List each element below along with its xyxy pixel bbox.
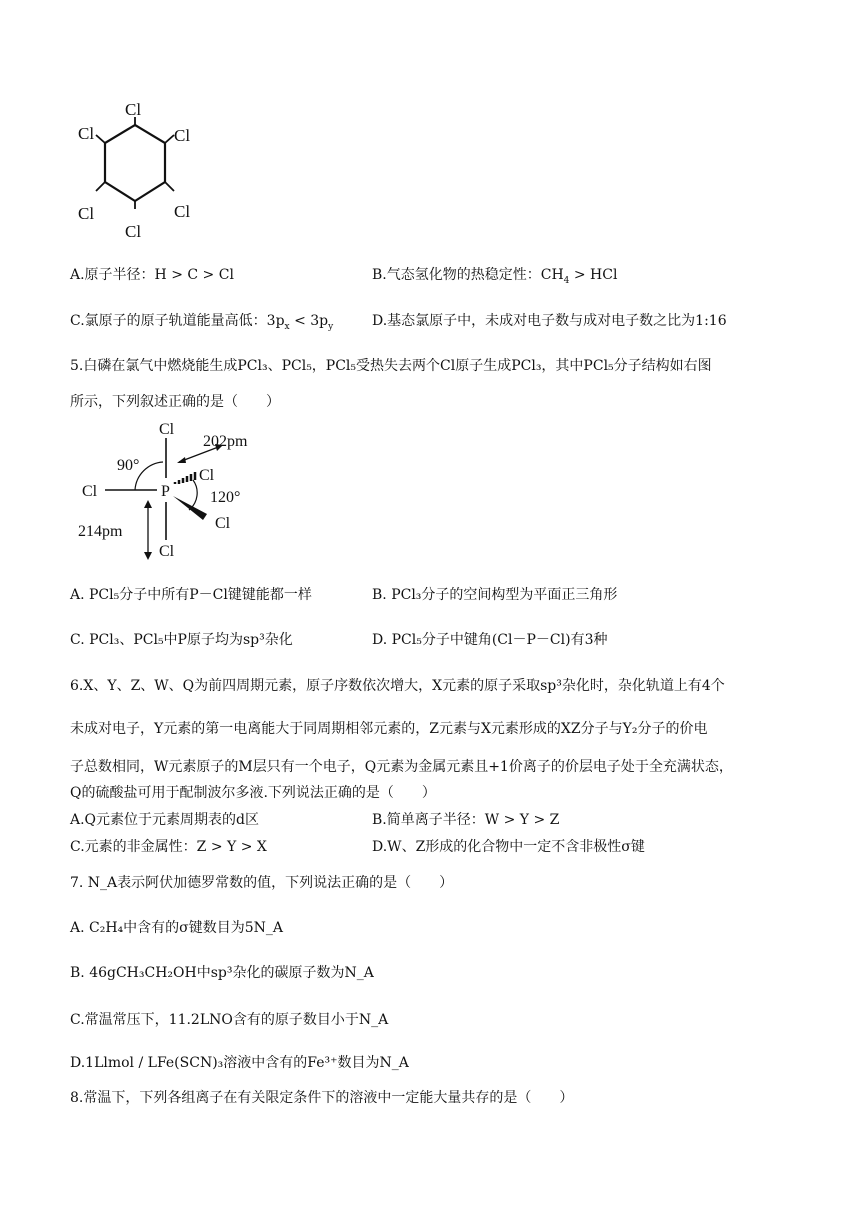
cl-label: Cl: [78, 204, 95, 223]
q5-stem-line2: 所示，下列叙述正确的是（ ）: [70, 394, 280, 410]
q4-option-b-post: > HCl: [569, 267, 618, 283]
q7-option-b: B. 46gCH₃CH₂OH中sp³杂化的碳原子数为N_A: [70, 965, 374, 981]
cl-dashed-label: Cl: [199, 467, 215, 484]
cl-wedge-label: Cl: [215, 515, 231, 532]
q4-option-c-p1: 3p: [266, 313, 285, 329]
q4-option-a: A.原子半径：H > C > Cl: [70, 267, 234, 283]
q8-stem: 8.常温下，下列各组离子在有关限定条件下的溶液中一定能大量共存的是（ ）: [70, 1090, 574, 1106]
q6-option-c: C.元素的非金属性：Z > Y > X: [70, 839, 267, 855]
q7-option-a: A. C₂H₄中含有的σ键数目为5N_A: [70, 920, 283, 936]
q5-stem-line1: 5.白磷在氯气中燃烧能生成PCl₃、PCl₅，PCl₅受热失去两个Cl原子生成PCl₃，其中PCl₅分子结构如右图: [70, 358, 712, 374]
q4-option-c-lt: <: [289, 313, 311, 329]
q4-option-b: [372, 265, 617, 285]
hexachlorocyclohexane-figure: [70, 95, 220, 245]
q5-option-c: C. PCl₃、PCl₅中P原子均为sp³杂化: [70, 632, 293, 648]
cl-label: Cl: [125, 100, 142, 119]
q6-option-a: A.Q元素位于元素周期表的d区: [70, 812, 259, 828]
q6-option-b: B.简单离子半径：W > Y > Z: [372, 812, 560, 828]
q5-option-b: B. PCl₃分子的空间构型为平面正三角形: [372, 587, 618, 603]
q6-option-d: D.W、Z形成的化合物中一定不含非极性σ键: [372, 839, 645, 855]
q4-option-c: [70, 311, 333, 331]
q4-option-d: D.基态氯原子中，未成对电子数与成对电子数之比为1:16: [372, 313, 727, 329]
cl-label: Cl: [174, 202, 191, 221]
p-atom-label: P: [161, 483, 170, 500]
bond-length-214-label: 214pm: [78, 523, 123, 540]
q6-stem-line2: 未成对电子，Y元素的第一电离能大于同周期相邻元素的，Z元素与X元素形成的XZ分子与Y₂分子的价电: [70, 721, 708, 737]
q6-stem-line1: 6.X、Y、Z、W、Q为前四周期元素，原子序数依次增大，X元素的原子采取sp³杂化时，杂化轨道上有4个: [70, 678, 725, 694]
q5-option-d: D. PCl₅分子中键角(Cl－P－Cl)有3种: [372, 632, 608, 648]
cl-label: Cl: [174, 126, 191, 145]
pcl5-structure-figure: [75, 418, 275, 568]
q4-option-b-formula: CH: [540, 267, 564, 283]
angle-90-label: 90°: [117, 457, 140, 474]
q4-option-b-text: B.气态氢化物的热稳定性：: [372, 267, 541, 283]
cl-top-label: Cl: [159, 421, 175, 438]
q4-option-c-s2: y: [328, 321, 334, 332]
q6-stem-line3: 子总数相同，W元素原子的M层只有一个电子，Q元素为金属元素且+1价离子的价层电子处于全充满状态，: [70, 759, 733, 775]
cl-label: Cl: [78, 124, 95, 143]
q6-stem-line4: Q的硫酸盐可用于配制波尔多液.下列说法正确的是（ ）: [70, 785, 436, 801]
q5-option-a: A. PCl₅分子中所有P－Cl键键能都一样: [70, 587, 312, 603]
bond-length-202-label: 202pm: [203, 433, 248, 450]
q4-option-b-sub: 4: [563, 275, 570, 286]
q4-option-c-text: C.氯原子的原子轨道能量高低：: [70, 313, 267, 329]
cl-left-label: Cl: [82, 483, 98, 500]
q7-stem: 7. N_A表示阿伏加德罗常数的值，下列说法正确的是（ ）: [70, 875, 454, 891]
cl-bottom-label: Cl: [159, 543, 175, 560]
q7-option-c: C.常温常压下，11.2LNO含有的原子数目小于N_A: [70, 1012, 389, 1028]
q4-option-c-p2: 3p: [310, 313, 329, 329]
q4-option-c-s1: x: [284, 321, 290, 332]
cl-label: Cl: [125, 222, 142, 241]
q7-option-d: D.1Llmol / LFe(SCN)₃溶液中含有的Fe³⁺数目为N_A: [70, 1055, 409, 1071]
angle-120-label: 120°: [210, 489, 241, 506]
